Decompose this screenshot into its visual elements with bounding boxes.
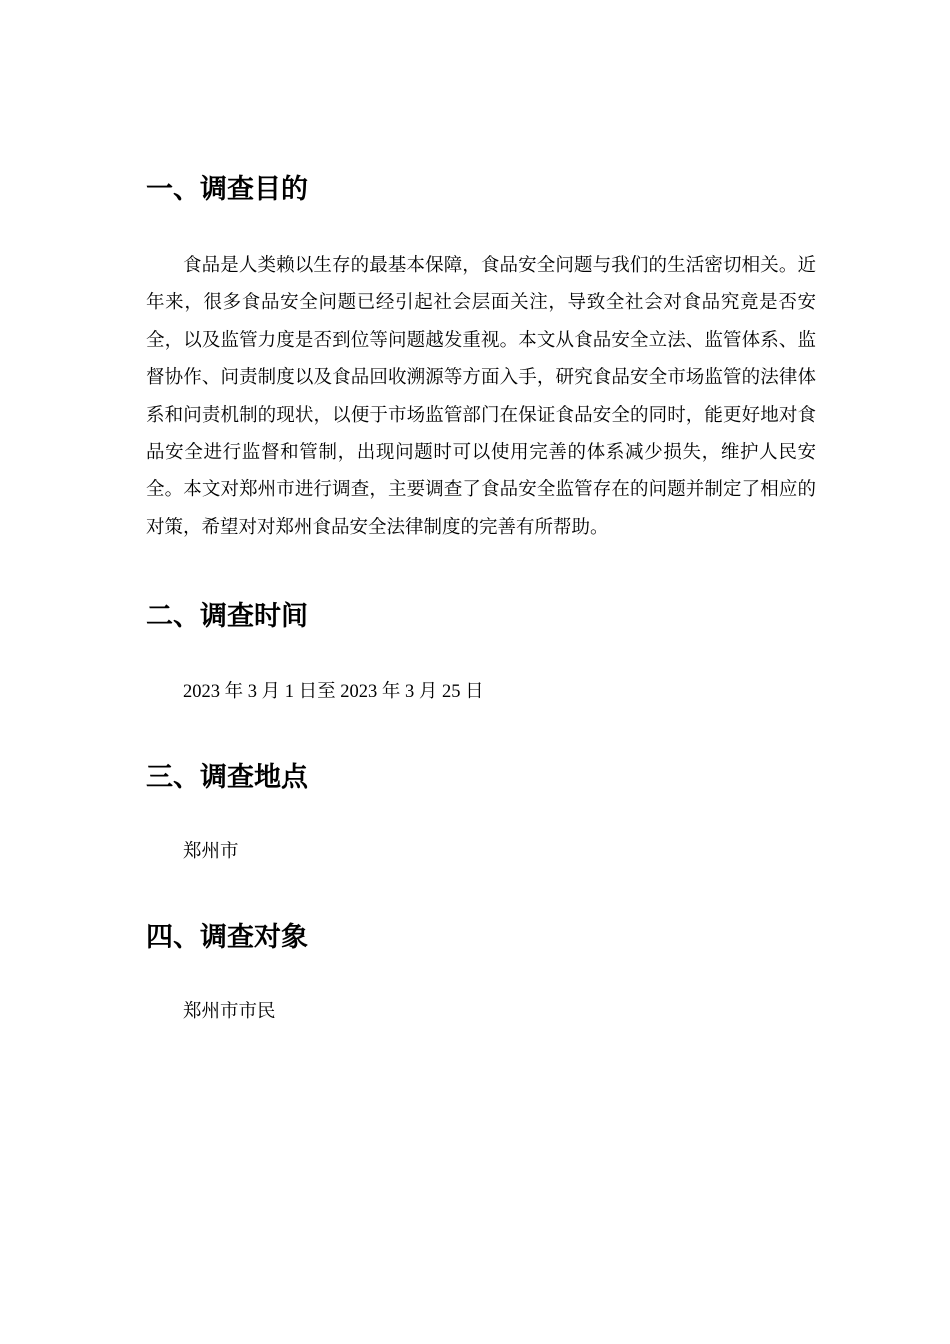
section-body-time: 2023 年 3 月 1 日至 2023 年 3 月 25 日 (183, 682, 484, 703)
section-heading-purpose: 一、调查目的 (146, 174, 308, 205)
section-body-subjects: 郑州市市民 (183, 1002, 276, 1023)
section-heading-subjects: 四、调查对象 (146, 922, 308, 954)
section-heading-time: 二、调查时间 (146, 601, 308, 633)
section-body-location: 郑州市 (183, 842, 239, 863)
section-heading-location: 三、调查地点 (146, 762, 308, 794)
section-body-purpose: 食品是人类赖以生存的最基本保障，食品安全问题与我们的生活密切相关。近年来，很多食品安全问题已经引起社会层面关注，导致全社会对食品究竟是否安全，以及监管力度是否到位等问题越发重视。本文从食品安全立法、监管体系、监督协作、问责制度以及食品回收溯源等方面入手，研究食品安全市场监管的法律体系和问责机制的现状，以便于市场监管部门在保证食品安全的同时，能更好地对食品安全进行监督和管制，出现问题时可以使用完善的体系减少损失，维护人民安全。本文对郑州市进行调查，主要调查了食品安全监管存在的问题并制定了相应的对策，希望对对郑州食品安全法律制度的完善有所帮助。 (146, 255, 816, 538)
document-content (146, 166, 816, 1031)
